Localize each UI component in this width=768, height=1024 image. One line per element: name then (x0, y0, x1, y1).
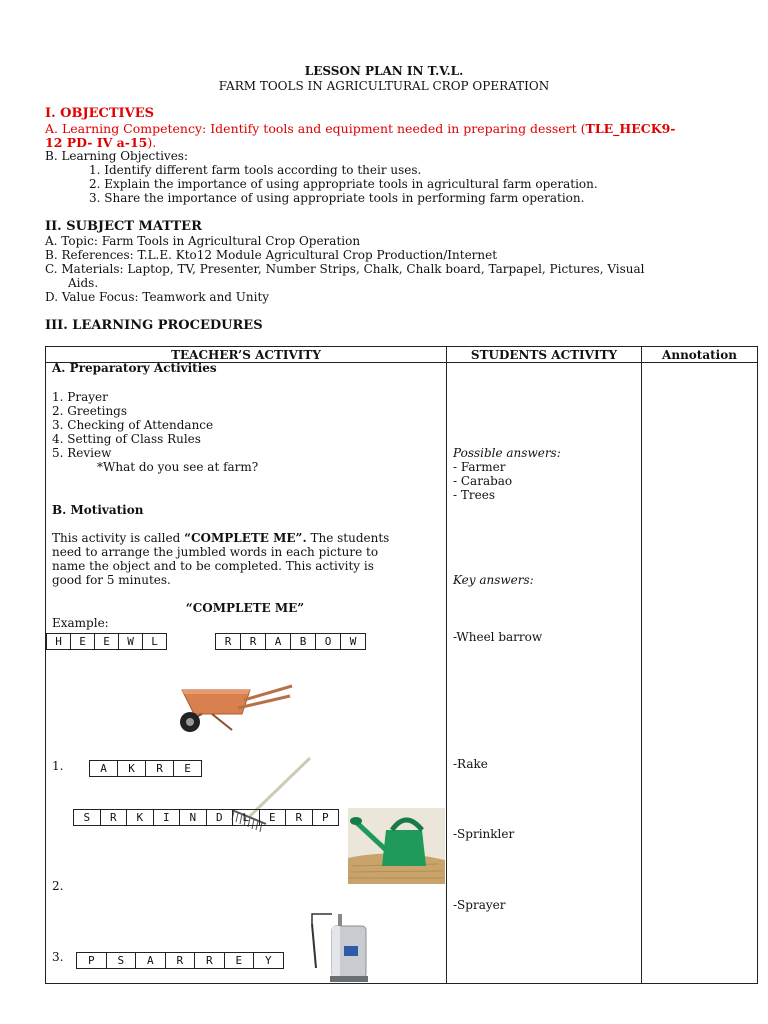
activity-name: “COMPLETE ME”. (184, 531, 307, 545)
possible-answers-label: Possible answers: (453, 446, 561, 460)
prep-item: 1. Prayer (52, 390, 108, 404)
column-header-annotation: Annotation (662, 348, 737, 362)
activity-title: “COMPLETE ME” (185, 601, 305, 615)
letter-cell: R (216, 634, 241, 649)
letter-cell: P (321, 811, 329, 824)
objective-item: 1. Identify different farm tools according to their uses. (89, 163, 422, 177)
motivation-text: This activity is called (52, 531, 185, 545)
objective-item: 3. Share the importance of using appropriate tools in performing farm operation. (89, 191, 585, 205)
subject-line: C. Materials: Laptop, TV, Presenter, Number Strips, Chalk, Chalk board, Tarpapel, Pictures, Visual (45, 262, 645, 276)
letter-cell: W (119, 634, 143, 649)
competency-code-part2: 12 PD- IV a-15 (45, 135, 148, 150)
letter-cell: W (349, 635, 357, 648)
letter-cell: A (266, 634, 291, 649)
learning-competency-cont (45, 135, 156, 150)
column-header-teacher: TEACHER’S ACTIVITY (171, 348, 321, 362)
key-answer: -Sprinkler (453, 827, 515, 841)
objective-item: 2. Explain the importance of using appropriate tools in agricultural farm operation. (89, 177, 598, 191)
letter-cell: Y (264, 954, 272, 967)
letter-cell: D (207, 810, 234, 825)
item1-letter-box (89, 760, 202, 777)
objectives-heading: I. OBJECTIVES (45, 106, 154, 121)
letter-cell: P (77, 953, 107, 968)
motivation-line (52, 531, 389, 545)
letter-cell: R (241, 634, 266, 649)
prep-item: 4. Setting of Class Rules (52, 432, 201, 446)
motivation-heading: B. Motivation (52, 503, 144, 517)
letter-cell: R (286, 810, 313, 825)
letter-cell: E (184, 762, 191, 775)
letter-cell: O (316, 634, 341, 649)
motivation-line: name the object and to be completed. This activity is (52, 559, 374, 573)
key-answer: -Rake (453, 757, 488, 771)
prep-item: 3. Checking of Attendance (52, 418, 214, 432)
subject-matter-heading: II. SUBJECT MATTER (45, 219, 202, 234)
key-answer: -Wheel barrow (453, 630, 543, 644)
letter-cell: K (118, 761, 146, 776)
letter-cell: E (260, 810, 287, 825)
letter-cell: A (90, 761, 118, 776)
item-number: 1. (52, 759, 64, 773)
page-subtitle: FARM TOOLS IN AGRICULTURAL CROP OPERATION (218, 79, 550, 93)
competency-end: ). (147, 135, 157, 150)
key-answer: -Sprayer (453, 898, 506, 912)
letter-cell: R (146, 761, 174, 776)
wheelbarrow-image (172, 678, 296, 740)
subject-line: A. Topic: Farm Tools in Agricultural Crop Operation (45, 234, 361, 248)
letter-cell: E (95, 634, 119, 649)
review-question: *What do you see at farm? (97, 460, 259, 474)
letter-cell: K (127, 810, 154, 825)
column-header-students: STUDENTS ACTIVITY (470, 348, 618, 362)
subject-line: B. References: T.L.E. Kto12 Module Agricultural Crop Production/Internet (45, 248, 498, 262)
motivation-text: The students (306, 531, 390, 545)
letter-cell: B (291, 634, 316, 649)
learning-competency (45, 121, 675, 136)
sprayer-image (302, 910, 382, 986)
letter-cell: R (101, 810, 128, 825)
possible-answer: - Carabao (453, 474, 513, 488)
possible-answer: - Farmer (453, 460, 506, 474)
letter-cell: N (180, 810, 207, 825)
learning-objectives-label: B. Learning Objectives: (45, 149, 189, 163)
procedures-heading: III. LEARNING PROCEDURES (45, 318, 263, 333)
example-label: Example: (52, 616, 109, 630)
page-title: LESSON PLAN IN T.V.L. (304, 64, 464, 78)
letter-cell: I (154, 810, 181, 825)
item-number: 2. (52, 879, 64, 893)
sprinkler-letter-box (73, 809, 339, 826)
subject-line: D. Value Focus: Teamwork and Unity (45, 290, 270, 304)
prep-item: 2. Greetings (52, 404, 128, 418)
motivation-line: need to arrange the jumbled words in each picture to (52, 545, 379, 559)
motivation-line: good for 5 minutes. (52, 573, 171, 587)
example-letter-box-2 (215, 633, 366, 650)
letter-cell: R (195, 953, 225, 968)
letter-cell: H (47, 634, 71, 649)
key-answers-label: Key answers: (453, 573, 534, 587)
letter-cell: S (74, 810, 101, 825)
competency-text: A. Learning Competency: Identify tools and equipment needed in preparing dessert ( (45, 121, 586, 136)
preparatory-heading: A. Preparatory Activities (52, 361, 217, 375)
item-number: 3. (52, 950, 64, 964)
letter-cell: L (151, 635, 158, 648)
letter-cell: E (71, 634, 95, 649)
example-letter-box-1 (46, 633, 167, 650)
letter-cell: E (225, 953, 255, 968)
letter-cell: R (166, 953, 196, 968)
letter-cell: S (107, 953, 137, 968)
item3-letter-box (76, 952, 284, 969)
possible-answer: - Trees (453, 488, 495, 502)
watering-can-image (348, 808, 445, 884)
letter-cell: L (233, 810, 260, 825)
letter-cell: A (136, 953, 166, 968)
prep-item: 5. Review (52, 446, 112, 460)
subject-line: Aids. (68, 276, 99, 290)
competency-code-part1: TLE_HECK9- (585, 121, 676, 136)
